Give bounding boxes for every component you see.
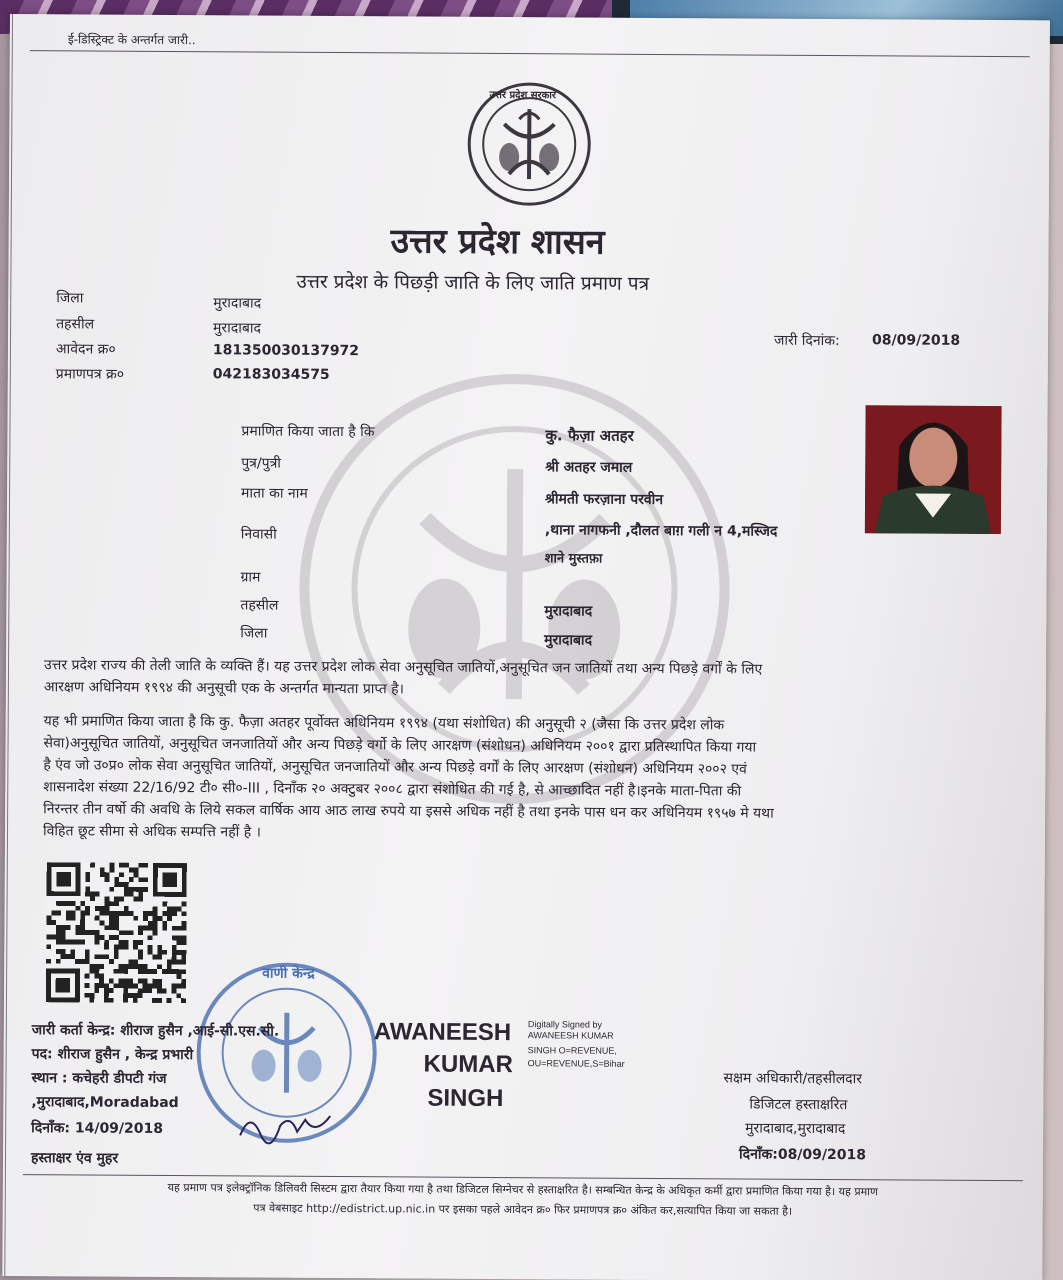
issuing-centre: जारी कर्ता केन्द्र: शीराज हुसैन ,आई-सी.एस.सी.	[31, 1022, 280, 1040]
certification-line: निरन्तर तीन वर्षो की अवधि के लिये सकल वार्षिक आय आठ लाख रुपये या इससे अधिक नहीं है तथा इनके पास धन कर अधिनियम १९५७ मे यथा	[43, 801, 774, 822]
digital-signature-line4: OU=REVENUE,S=Bihar	[527, 1058, 625, 1069]
caste-paragraph-line: उत्तर प्रदेश राज्य की तेली जाति के व्यक्ति हैं। यह उत्तर प्रदेश लोक सेवा अनुसूचित जातियों,अनुसूचित जन जातियों तथा अन्य पिछड़े वर्गों के लिए	[43, 657, 763, 678]
certification-line: विहित छूट सीमा से अधिक सम्पत्ति नहीं है ।	[42, 823, 261, 841]
issue-date-value: 08/09/2018	[871, 332, 961, 349]
mother-name: श्रीमती फरज़ाना परवीन	[544, 491, 664, 508]
tehsil-detail-value: मुरादाबाद	[544, 603, 593, 620]
issuer-post: पद: शीराज हुसैन , केन्द्र प्रभारी	[31, 1046, 194, 1064]
digital-signature-line3: SINGH O=REVENUE,	[527, 1045, 617, 1056]
village-label: ग्राम	[240, 569, 261, 586]
page-subtitle: उत्तर प्रदेश के पिछड़ी जाति के लिए जाति प्रमाण पत्र	[296, 270, 650, 295]
footer-note-line2: पत्र वेबसाइट http://edistrict.up.nic.in पर इसका पहले आवेदन क्र० फिर प्रमाणपत्र क्र० अंकित कर,सत्यापित किया जा सकता है।	[253, 1201, 793, 1218]
signer-name-line2: KUMAR	[423, 1050, 514, 1079]
certificate-sheet	[2, 14, 1050, 1280]
authority-location: मुरादाबाद,मुरादाबाद	[745, 1120, 846, 1138]
footer-note-line1: यह प्रमाण पत्र इलेक्ट्रॉनिक डिलिवरी सिस्टम द्वारा तैयार किया गया है तथा डिजिटल सिग्नेचर से हस्ताक्षरित है। सम्बन्धित केन्द्र के अधिकृत कर्मी द्वारा प्रमाणित किया गया है। यह प्रमाण	[167, 1180, 879, 1199]
emblem-text: उत्तर प्रदेश सरकार	[489, 89, 556, 102]
certification-line: शासनादेश संख्या 22/16/92 टी० सी०-III , दिनाँक २० अक्टुबर २००८ द्वारा संशोधित की गई है, से आच्छादित नहीं है।इनके माता-पिता की	[43, 779, 742, 800]
application-number-label: आवेदन क्र०	[55, 341, 116, 358]
certification-line: है एंव जो उ०प्र० लोक सेवा अनुसूचित जातियों, अनुसूचित जनजातियों और अन्य पिछड़े वर्गों के लिए आरक्षण (संशोधन) अधिनियम २००२ एवं	[43, 757, 747, 778]
certificate-number-label: प्रमाणपत्र क्र०	[55, 366, 125, 383]
tehsil-value: मुरादाबाद	[213, 320, 261, 337]
certify-label: प्रमाणित किया जाता है कि	[241, 423, 375, 441]
top-note: ई-डिस्ट्रिक्ट के अन्तर्गत जारी..	[67, 32, 196, 48]
mother-label: माता का नाम	[241, 485, 308, 502]
caste-paragraph	[44, 654, 1004, 704]
digitally-signed-label: डिजिटल हस्ताक्षरित	[749, 1096, 848, 1114]
applicant-name: कु. फैज़ा अतहर	[545, 426, 634, 445]
certification-paragraph	[43, 710, 1004, 848]
parent-label: पुत्र/पुत्री	[241, 455, 282, 472]
address-line1: ,थाना नागफनी ,दौलत बाग़ गली न 4,मस्जिद	[544, 522, 778, 540]
application-number-value: 181350030137972	[212, 342, 360, 360]
resident-label: निवासी	[240, 526, 277, 543]
digital-signature-line2: AWANEESH KUMAR	[527, 1030, 614, 1041]
district-value: मुरादाबाद	[213, 295, 262, 312]
authority-title: सक्षम अधिकारी/तहसीलदार	[723, 1070, 863, 1088]
page-title: उत्तर प्रदेश शासन	[390, 221, 605, 263]
district-detail-label: जिला	[240, 625, 268, 642]
top-rule	[30, 50, 1030, 57]
authority-date: दिनाँक:08/09/2018	[738, 1146, 867, 1164]
father-name: श्री अतहर जमाल	[545, 459, 633, 476]
caste-paragraph-line: आरक्षण अधिनियम १९९४ की अनुसूची एक के अन्तर्गत मान्यता प्राप्त है।	[43, 679, 404, 698]
issuer-date: दिनाँक: 14/09/2018	[31, 1120, 164, 1137]
certificate-number-value: 042183034575	[212, 366, 330, 383]
district-detail-value: मुरादाबाद	[544, 632, 593, 649]
applicant-photo	[865, 405, 1002, 534]
left-border	[4, 14, 13, 1276]
tehsil-detail-label: तहसील	[240, 597, 279, 614]
issuer-city: ,मुरादाबाद,Moradabad	[31, 1094, 179, 1112]
issue-date-label: जारी दिनांक:	[773, 332, 840, 350]
stamp-text: वाणी केन्द्र	[262, 965, 315, 982]
signer-name-line3: SINGH	[427, 1084, 504, 1113]
certification-line: सेवा)अनुसूचित जातियों, अनुसूचित जनजातियों और अन्य पिछड़े वर्गो के लिए आरक्षण (संशोधन) अधिनियम २००१ द्वारा प्रतिस्थापित किया गया	[43, 735, 757, 756]
tehsil-label: तहसील	[56, 316, 95, 333]
district-label: जिला	[56, 290, 84, 307]
qr-code	[42, 862, 191, 1003]
handwritten-signature	[235, 1105, 335, 1146]
issuer-place: स्थान : कचेहरी डीपटी गंज	[31, 1070, 167, 1087]
signature-seal-label: हस्ताक्षर एंव मुहर	[30, 1150, 119, 1167]
address-line2: शाने मुस्तफ़ा	[544, 551, 603, 567]
digital-signature-line1: Digitally Signed by	[527, 1019, 602, 1030]
certification-line: यह भी प्रमाणित किया जाता है कि कु. फैज़ा अतहर पूर्वोक्त अधिनियम १९९४ (यथा संशोधित) की अनुसूची २ (जैसा कि उत्तर प्रदेश लोक	[43, 713, 725, 734]
signer-name-line1: AWANEESH	[373, 1018, 512, 1047]
